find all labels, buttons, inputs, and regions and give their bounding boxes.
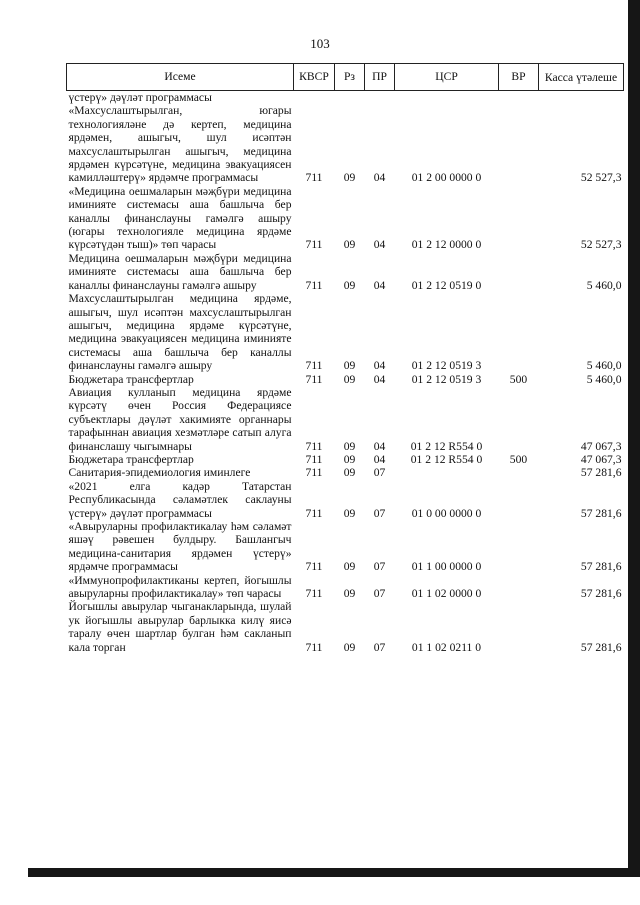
row-kvsr: 711 [305,452,323,466]
row-pr: 04 [373,238,386,252]
row-name: үстерү» дәүләт программасы [68,91,212,104]
header-vr: ВР [499,64,539,91]
row-rz: 09 [343,506,356,520]
row-rz: 09 [343,466,356,480]
header-name: Исеме [67,64,294,91]
row-rz: 09 [343,278,356,292]
row-csr: 01 2 12 0519 3 [411,372,482,386]
table-row [67,91,624,105]
row-pr: 04 [373,278,386,292]
row-name: «Иммунопрофилактиканы кертеп, йогышлы авыруларны профилактикалау» төп чарасы [68,573,292,601]
row-vr [499,574,539,601]
table-row [67,292,624,372]
row-vr [499,520,539,574]
row-vr: 500 [509,372,528,386]
row-kvsr: 711 [305,439,323,453]
row-vr [499,185,539,252]
table-row [67,480,624,520]
row-name: «Авыруларны профилактикалау һәм сәламәт яшәү рәвешен булдыру. Башлангыч медицина-санитария ярдәмен үстерү» ярдәмче программасы [68,520,292,574]
row-csr [395,91,499,105]
row-csr: 01 1 00 0000 0 [411,560,482,574]
table-row [67,520,624,574]
row-sum: 57 281,6 [580,560,622,574]
row-sum: 47 067,3 [580,439,622,453]
row-sum: 57 281,6 [580,506,622,520]
row-csr: 01 2 12 0519 0 [411,278,482,292]
row-pr: 04 [373,359,386,373]
row-rz: 09 [343,640,356,654]
table-header-row [67,64,624,91]
row-sum: 57 281,6 [580,466,622,480]
row-pr: 07 [373,466,386,480]
row-sum: 5 460,0 [586,372,622,386]
header-pr: ПР [365,64,395,91]
row-kvsr: 711 [305,238,323,252]
row-sum: 47 067,3 [580,452,622,466]
row-csr: 01 2 12 0000 0 [411,238,482,252]
row-name: Махсуслаштырылган медицина ярдәме, ашыгыч, шул исәптән махсуслаштырылган ашыгыч, медицина ярдәме күрсәтүне, медицина эвакуациясен медицина иминияте системасы аша башлыча бер каналлы финанслауны гамәлгә ашыру [68,292,292,373]
row-csr: 01 1 02 0211 0 [411,640,482,654]
row-vr [499,252,539,292]
row-kvsr: 711 [305,466,323,480]
row-name: Бюджетара трансфертлар [68,372,194,386]
row-rz: 09 [343,587,356,601]
row-pr [365,91,395,105]
row-vr [499,104,539,184]
row-name: Бюджетара трансфертлар [68,452,194,466]
header-sum: Касса үтәлеше [539,64,624,91]
header-csr: ЦСР [395,64,499,91]
table-row [67,252,624,292]
row-rz: 09 [343,171,356,185]
row-kvsr: 711 [305,372,323,386]
row-csr: 01 2 00 0000 0 [411,171,482,185]
row-vr [499,480,539,520]
row-rz: 09 [343,372,356,386]
row-kvsr: 711 [305,171,323,185]
row-sum: 52 527,3 [580,238,622,252]
row-csr: 01 2 12 0519 3 [411,359,482,373]
row-name: «Махсуслаштырылган, югары технологияләне дә кертеп, медицина ярдәмен, ашыгыч, шул исәптән махсуслаштырылган ашыгыч, медицина ярдәмен күрсәтүне, медицина эвакуациясен камилләштерү» ярдәмче программасы [68,104,292,185]
row-rz: 09 [343,238,356,252]
row-name: Медицина оешмаларын мәҗбүри медицина иминияте системасы аша башлыча бер каналлы финанслауны гамәлгә ашыру [68,251,292,292]
table-row [67,185,624,252]
row-pr: 04 [373,372,386,386]
table-row [67,466,624,479]
row-sum: 52 527,3 [580,171,622,185]
row-vr [499,91,539,105]
row-pr: 07 [373,587,386,601]
row-kvsr [294,91,335,105]
header-rz: Рз [335,64,365,91]
row-sum: 5 460,0 [586,359,622,373]
row-pr: 04 [373,439,386,453]
row-pr: 07 [373,506,386,520]
table-row [67,104,624,184]
row-kvsr: 711 [305,560,323,574]
row-pr: 07 [373,560,386,574]
row-vr [499,466,539,479]
row-pr: 07 [373,640,386,654]
row-csr: 01 0 00 0000 0 [411,506,482,520]
header-kvsr: КВСР [294,64,335,91]
row-kvsr: 711 [305,587,323,601]
row-rz: 09 [343,560,356,574]
scan-edge-shadow [628,0,640,877]
row-vr [499,600,539,654]
row-rz: 09 [343,439,356,453]
row-kvsr: 711 [305,278,323,292]
table-row [67,600,624,654]
row-name: «Медицина оешмаларын мәҗбүри медицина иминияте системасы аша башлыча бер каналлы финанслауны гамәлгә ашыру (югары технологияле медицина ярдәме күрсәтүдән тыш)» төп чарасы [68,184,292,252]
budget-execution-table [66,63,624,654]
scan-bottom-shadow [28,868,640,877]
table-body [67,91,624,655]
row-name: Авиация кулланып медицина ярдәме күрсәтү өчен Россия Федерациясе субъектлары дәүләт хакимияте органнары тарафыннан авиация хезмәтләре сатып алуга финанслашу чыгымнары [68,385,292,453]
table-row [67,373,624,386]
row-vr [499,292,539,372]
row-sum: 57 281,6 [580,640,622,654]
row-vr [499,386,539,453]
row-csr: 01 2 12 R554 0 [410,439,483,453]
row-name: Санитария-эпидемиология иминлеге [68,466,251,480]
row-rz [335,91,365,105]
row-rz: 09 [343,452,356,466]
row-sum: 5 460,0 [586,278,622,292]
row-name: «2021 елга кадәр Татарстан Республикасында сәламәтлек саклауны үстерү» дәүләт программасы [68,479,292,520]
row-rz: 09 [343,359,356,373]
row-csr: 01 2 12 R554 0 [410,452,483,466]
row-sum: 57 281,6 [580,587,622,601]
row-kvsr: 711 [305,640,323,654]
row-kvsr: 711 [305,506,323,520]
page-number: 103 [310,36,330,51]
row-sum [539,91,624,105]
table-row [67,386,624,453]
table-row [67,453,624,466]
row-kvsr: 711 [305,359,323,373]
row-csr [395,466,499,479]
row-pr: 04 [373,452,386,466]
row-pr: 04 [373,171,386,185]
row-vr: 500 [509,452,528,466]
row-csr: 01 1 02 0000 0 [411,587,482,601]
table-row [67,574,624,601]
row-name: Йогышлы авырулар чыганакларында, шулай ук йогышлы авырулар барлыкка килү яисә таралу өчен шартлар булган һәм сакланып кала торган [68,600,292,654]
